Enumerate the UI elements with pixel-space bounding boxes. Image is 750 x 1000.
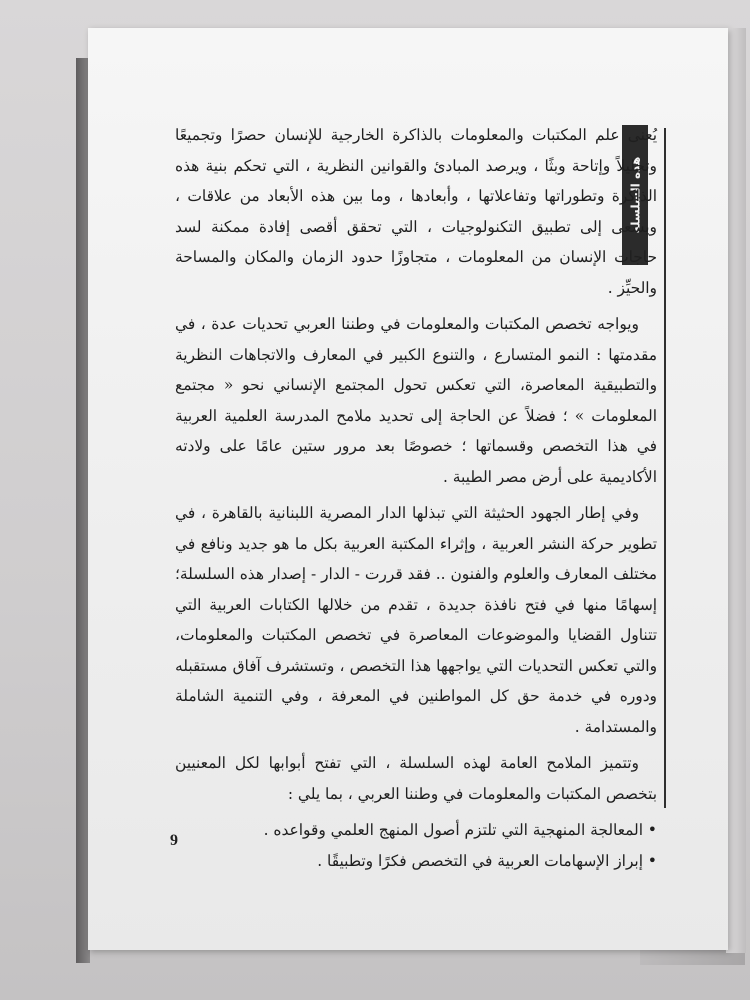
list-item: • المعالجة المنهجية التي تلتزم أصول المنهج العلمي وقواعده . xyxy=(175,815,643,846)
series-side-tab-label: هذه السلسلة xyxy=(628,156,643,234)
features-list xyxy=(175,815,657,876)
list-item: • إبراز الإسهامات العربية في التخصص فكرًا وتطبيقًا . xyxy=(175,846,643,877)
page-edge xyxy=(726,28,746,953)
paragraph-features: وتتميز الملامح العامة لهذه السلسلة ، التي تفتح أبوابها لكل المعنيين بتخصص المكتبات والمعلومات في وطننا العربي ، بما يلي : xyxy=(175,754,657,803)
paragraph-publisher: وفي إطار الجهود الحثيثة التي تبذلها الدار المصرية اللبنانية بالقاهرة ، في تطوير حركة النشر العربية ، وإثراء المكتبة العربية بكل ما هو جديد ونافع في مختلف المعارف والعلوم والفنون .. فقد قررت - الدار - إصدار هذه السلسلة؛ إسهامًا منها في فتح نافذة جديدة ، تقدم من خلالها الكتابات العربية التي تتناول القضايا والموضوعات المعاصرة في تخصص المكتبات والمعلومات، والتي تعكس التحديات التي يواجهها هذا التخصص ، وتستشرف آفاق مستقبله ودوره في خدمة حق كل المواطنين في المعرفة ، وفي التنمية الشاملة والمستدامة . xyxy=(175,504,657,736)
margin-rule-line xyxy=(664,128,666,808)
page-number: 9 xyxy=(170,832,178,849)
paragraph-challenges: ويواجه تخصص المكتبات والمعلومات في وطننا العربي تحديات عدة ، في مقدمتها : النمو المتسارع ، والتنوع الكبير في المعارف والاتجاهات النظرية والتطبيقية المعاصرة، التي تعكس تحول المجتمع الإنساني نحو « مجتمع المعلومات » ؛ فضلاً عن الحاجة إلى تحديد ملامح المدرسة العلمية العربية في هذا التخصص وقسماتها ؛ خصوصًا بعد مرور ستين عامًا على ولادته الأكاديمية على أرض مصر الطيبة . xyxy=(175,315,657,486)
body-text xyxy=(175,120,657,870)
paragraph-intro: يُعنى علم المكتبات والمعلومات بالذاكرة الخارجية للإنسان حصرًا وتجميعًا وتحليلاً وإتاحة وبثًا ، ويرصد المبادئ والقوانين النظرية ، التي تحكم بنية هذه الذاكرة وتطوراتها وتفاعلاتها ، وأبعادها ، وما بين هذه الأبعاد من علاقات ، ويسعى إلى تطبيق التكنولوجيات ، التي تحقق أقصى إفادة ممكنة لسد حاجات الإنسان من المعلومات ، متجاوزًا حدود الزمان والمكان والمساحة والحيِّز . xyxy=(175,126,657,297)
